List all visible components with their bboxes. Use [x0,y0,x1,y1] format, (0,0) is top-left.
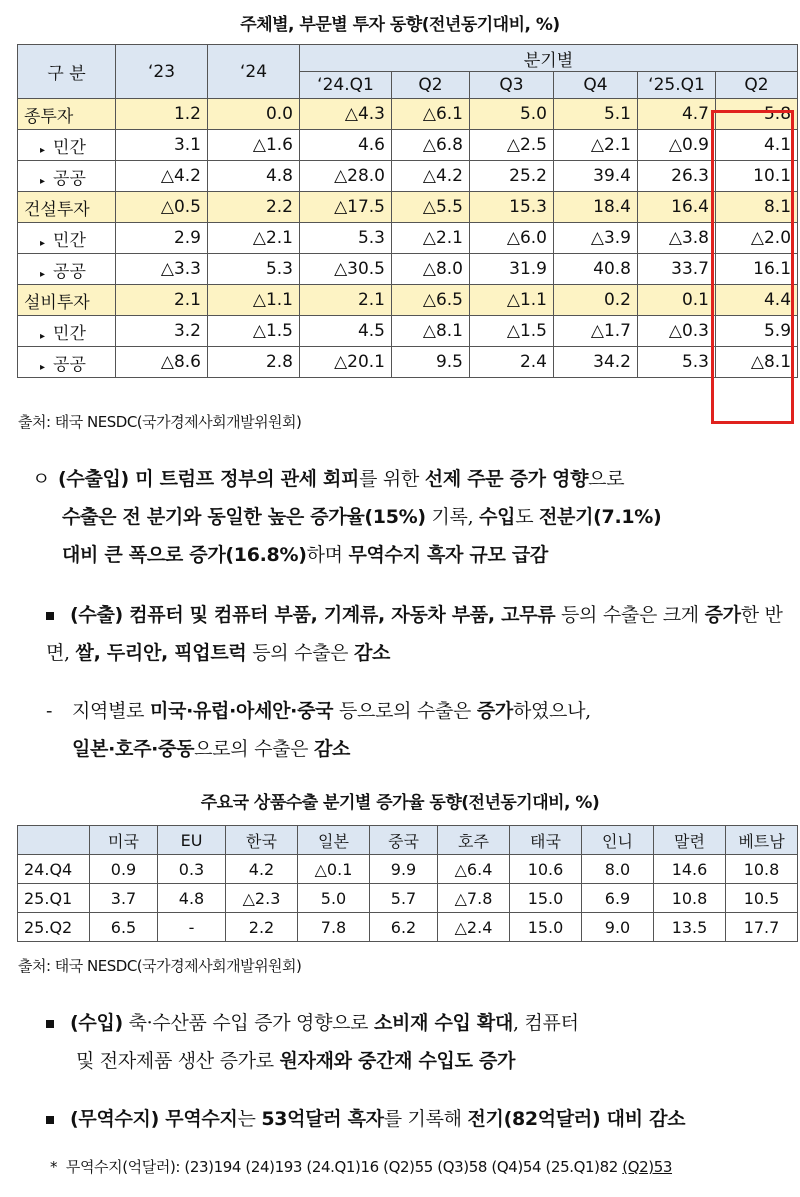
column-header: 미국 [90,826,158,855]
triangle-bullet-icon: ▸ [40,237,46,249]
investment-table [17,44,798,378]
table-cell: 5.8 [716,99,798,130]
table-cell: 8.1 [716,192,798,223]
square-bullet-icon [46,1020,54,1028]
column-header: 일본 [298,826,370,855]
table-cell: △17.5 [300,192,392,223]
table-cell: △20.1 [300,347,392,378]
col-year: ‘24 [208,45,300,99]
row-label: 24.Q4 [18,855,90,884]
group-label: 분기별 [300,45,798,72]
circle-marker: ㅇ [32,468,51,490]
row-label: ▸ 공공 [18,161,116,192]
paragraph-trade-balance: (무역수지) 무역수지는 53억달러 흑자를 기록해 전기(82억달러) 대비 감소 [46,1100,796,1138]
table-row [18,254,798,285]
table-row [18,285,798,316]
row-label: 25.Q1 [18,884,90,913]
table-cell: 5.9 [716,316,798,347]
table2-title: 주요국 상품수출 분기별 증가율 동향(전년동기대비, %) [200,793,600,813]
table-cell: 4.8 [158,884,226,913]
table-cell: 2.2 [226,913,298,942]
table-cell: 9.5 [392,347,470,378]
table-row [18,884,798,913]
triangle-bullet-icon: ▸ [40,144,46,156]
table-row [18,913,798,942]
table-cell: △2.5 [470,130,554,161]
table-cell: 3.1 [116,130,208,161]
triangle-bullet-icon: ▸ [40,175,46,187]
table-cell: △3.9 [554,223,638,254]
column-header: 베트남 [726,826,798,855]
paragraph-trade: ㅇ (수출입) 미 트럼프 정부의 관세 회피를 위한 선제 주문 증가 영향으로 수출은 전 분기와 동일한 높은 증가율(15%) 기록, 수입도 전분기(7.1%) 대비 큰 폭으로 증가(16.8%)하며 무역수지 흑자 규모 급감 [32,460,792,574]
col-quarter: ‘25.Q1 [638,72,716,99]
table-cell: 31.9 [470,254,554,285]
table-cell: 14.6 [654,855,726,884]
col-year: ‘23 [116,45,208,99]
row-label: 건설투자 [18,192,116,223]
table-cell: 0.9 [90,855,158,884]
table-cell: 16.4 [638,192,716,223]
table-cell: 2.4 [470,347,554,378]
row-label: 종투자 [18,99,116,130]
row-label: ▸ 민간 [18,223,116,254]
row-label: ▸ 공공 [18,347,116,378]
table-cell: 4.7 [638,99,716,130]
table-cell: △8.1 [392,316,470,347]
table-cell: 26.3 [638,161,716,192]
table-cell: 0.3 [158,855,226,884]
square-bullet-icon [46,612,54,620]
triangle-bullet-icon: ▸ [40,330,46,342]
table-cell: 6.9 [582,884,654,913]
table-cell: 4.5 [300,316,392,347]
triangle-bullet-icon: ▸ [40,268,46,280]
table-cell: △3.3 [116,254,208,285]
table-cell: △0.3 [638,316,716,347]
table-cell: 1.2 [116,99,208,130]
table-cell: 9.9 [370,855,438,884]
column-header: 인니 [582,826,654,855]
table-cell: △0.9 [638,130,716,161]
table-cell: 16.1 [716,254,798,285]
table-cell: 9.0 [582,913,654,942]
table2-source: 출처: 태국 NESDC(국가경제사회개발위원회) [18,957,302,975]
table-cell: 2.1 [300,285,392,316]
dash-marker: - [46,700,53,722]
table-cell: △30.5 [300,254,392,285]
table-cell: △2.1 [208,223,300,254]
table-cell: 33.7 [638,254,716,285]
column-header: EU [158,826,226,855]
table-cell: 5.3 [208,254,300,285]
table-cell: △8.6 [116,347,208,378]
table-cell: 5.3 [300,223,392,254]
table-cell: △1.1 [208,285,300,316]
table-cell: △6.8 [392,130,470,161]
table-cell: △5.5 [392,192,470,223]
table-cell: △6.1 [392,99,470,130]
table-cell: △2.1 [554,130,638,161]
table-cell: 17.7 [726,913,798,942]
table-cell: △3.8 [638,223,716,254]
table-cell: △4.2 [392,161,470,192]
column-header: 호주 [438,826,510,855]
header-label: 구 분 [18,45,116,99]
table-cell: △1.5 [208,316,300,347]
table-cell: 0.0 [208,99,300,130]
col-quarter: Q4 [554,72,638,99]
table-cell: △2.1 [392,223,470,254]
table-cell: 10.8 [654,884,726,913]
row-label: ▸ 공공 [18,254,116,285]
table-cell: △2.0 [716,223,798,254]
footnote-trade-balance: * 무역수지(억달러): (23)194 (24)193 (24.Q1)16 (Q2)55 (Q3)58 (Q4)54 (25.Q1)82 (Q2)53 [50,1158,673,1176]
table-cell: 34.2 [554,347,638,378]
column-header: 중국 [370,826,438,855]
table-cell: 5.0 [470,99,554,130]
table-cell: 13.5 [654,913,726,942]
table-cell: 6.2 [370,913,438,942]
table-cell: 0.2 [554,285,638,316]
table-cell: 8.0 [582,855,654,884]
table-cell: 15.3 [470,192,554,223]
table-cell: 4.8 [208,161,300,192]
column-header: 한국 [226,826,298,855]
column-header: 말련 [654,826,726,855]
table1-source: 출처: 태국 NESDC(국가경제사회개발위원회) [18,413,302,431]
row-label: 25.Q2 [18,913,90,942]
table-row [18,161,798,192]
table-cell: 5.7 [370,884,438,913]
col-quarter: Q2 [392,72,470,99]
table-cell: 39.4 [554,161,638,192]
column-header: 태국 [510,826,582,855]
table-cell: 7.8 [298,913,370,942]
table-cell: 0.1 [638,285,716,316]
table-row [18,347,798,378]
table-cell: 10.6 [510,855,582,884]
table-cell: 15.0 [510,884,582,913]
table-row [18,223,798,254]
table-row [18,99,798,130]
table-cell: 5.1 [554,99,638,130]
table-cell: 5.0 [298,884,370,913]
table-cell: △2.4 [438,913,510,942]
table-cell: △1.7 [554,316,638,347]
table-cell: 10.5 [726,884,798,913]
table-cell: △1.5 [470,316,554,347]
table-cell: △7.8 [438,884,510,913]
table-cell: 2.9 [116,223,208,254]
asterisk-marker: * [50,1158,58,1176]
table-cell: △1.1 [470,285,554,316]
table-cell: 3.7 [90,884,158,913]
table-cell: △2.3 [226,884,298,913]
highlight-box [711,110,794,424]
table-cell: △1.6 [208,130,300,161]
table-cell: 2.8 [208,347,300,378]
triangle-bullet-icon: ▸ [40,361,46,373]
table-cell: △0.5 [116,192,208,223]
paragraph-regions: - 지역별로 미국·유럽·아세안·중국 등으로의 수출은 증가하였으나, 일본·호주·중동으로의 수출은 감소 [46,692,796,768]
table-cell: 10.1 [716,161,798,192]
table-cell: △4.2 [116,161,208,192]
row-label: ▸ 민간 [18,130,116,161]
table-cell: 4.4 [716,285,798,316]
col-quarter: Q3 [470,72,554,99]
table-cell: 18.4 [554,192,638,223]
col-quarter: ‘24.Q1 [300,72,392,99]
col-quarter: Q2 [716,72,798,99]
table-cell: △4.3 [300,99,392,130]
table-cell: 4.6 [300,130,392,161]
table-row [18,855,798,884]
table-cell: 4.2 [226,855,298,884]
paragraph-imports: (수입) 축·수산품 수입 증가 영향으로 소비재 수입 확대, 컴퓨터 및 전자제품 생산 증가로 원자재와 중간재 수입도 증가 [46,1004,796,1080]
table-cell: △8.1 [716,347,798,378]
table-cell: △6.5 [392,285,470,316]
row-label: ▸ 민간 [18,316,116,347]
table-row [18,316,798,347]
row-label: 설비투자 [18,285,116,316]
table-cell: △0.1 [298,855,370,884]
export-growth-table [17,825,798,942]
table-cell: 4.1 [716,130,798,161]
table-cell: 6.5 [90,913,158,942]
table1-title: 주체별, 부문별 투자 동향(전년동기대비, %) [240,15,560,35]
table-row [18,192,798,223]
table-cell: 25.2 [470,161,554,192]
table-cell: △6.0 [470,223,554,254]
table-cell: △6.4 [438,855,510,884]
table-cell: 2.1 [116,285,208,316]
paragraph-exports: (수출) 컴퓨터 및 컴퓨터 부품, 기계류, 자동차 부품, 고무류 등의 수출은 크게 증가한 반면, 쌀, 두리안, 픽업트럭 등의 수출은 감소 [46,604,783,664]
table-row [18,130,798,161]
table-cell: 40.8 [554,254,638,285]
square-bullet-icon [46,1116,54,1124]
table-cell: △28.0 [300,161,392,192]
table-cell: 5.3 [638,347,716,378]
table-cell: 2.2 [208,192,300,223]
table-cell: 3.2 [116,316,208,347]
table-cell: 10.8 [726,855,798,884]
table-cell: △8.0 [392,254,470,285]
column-header [18,826,90,855]
table-cell: 15.0 [510,913,582,942]
table-cell: - [158,913,226,942]
